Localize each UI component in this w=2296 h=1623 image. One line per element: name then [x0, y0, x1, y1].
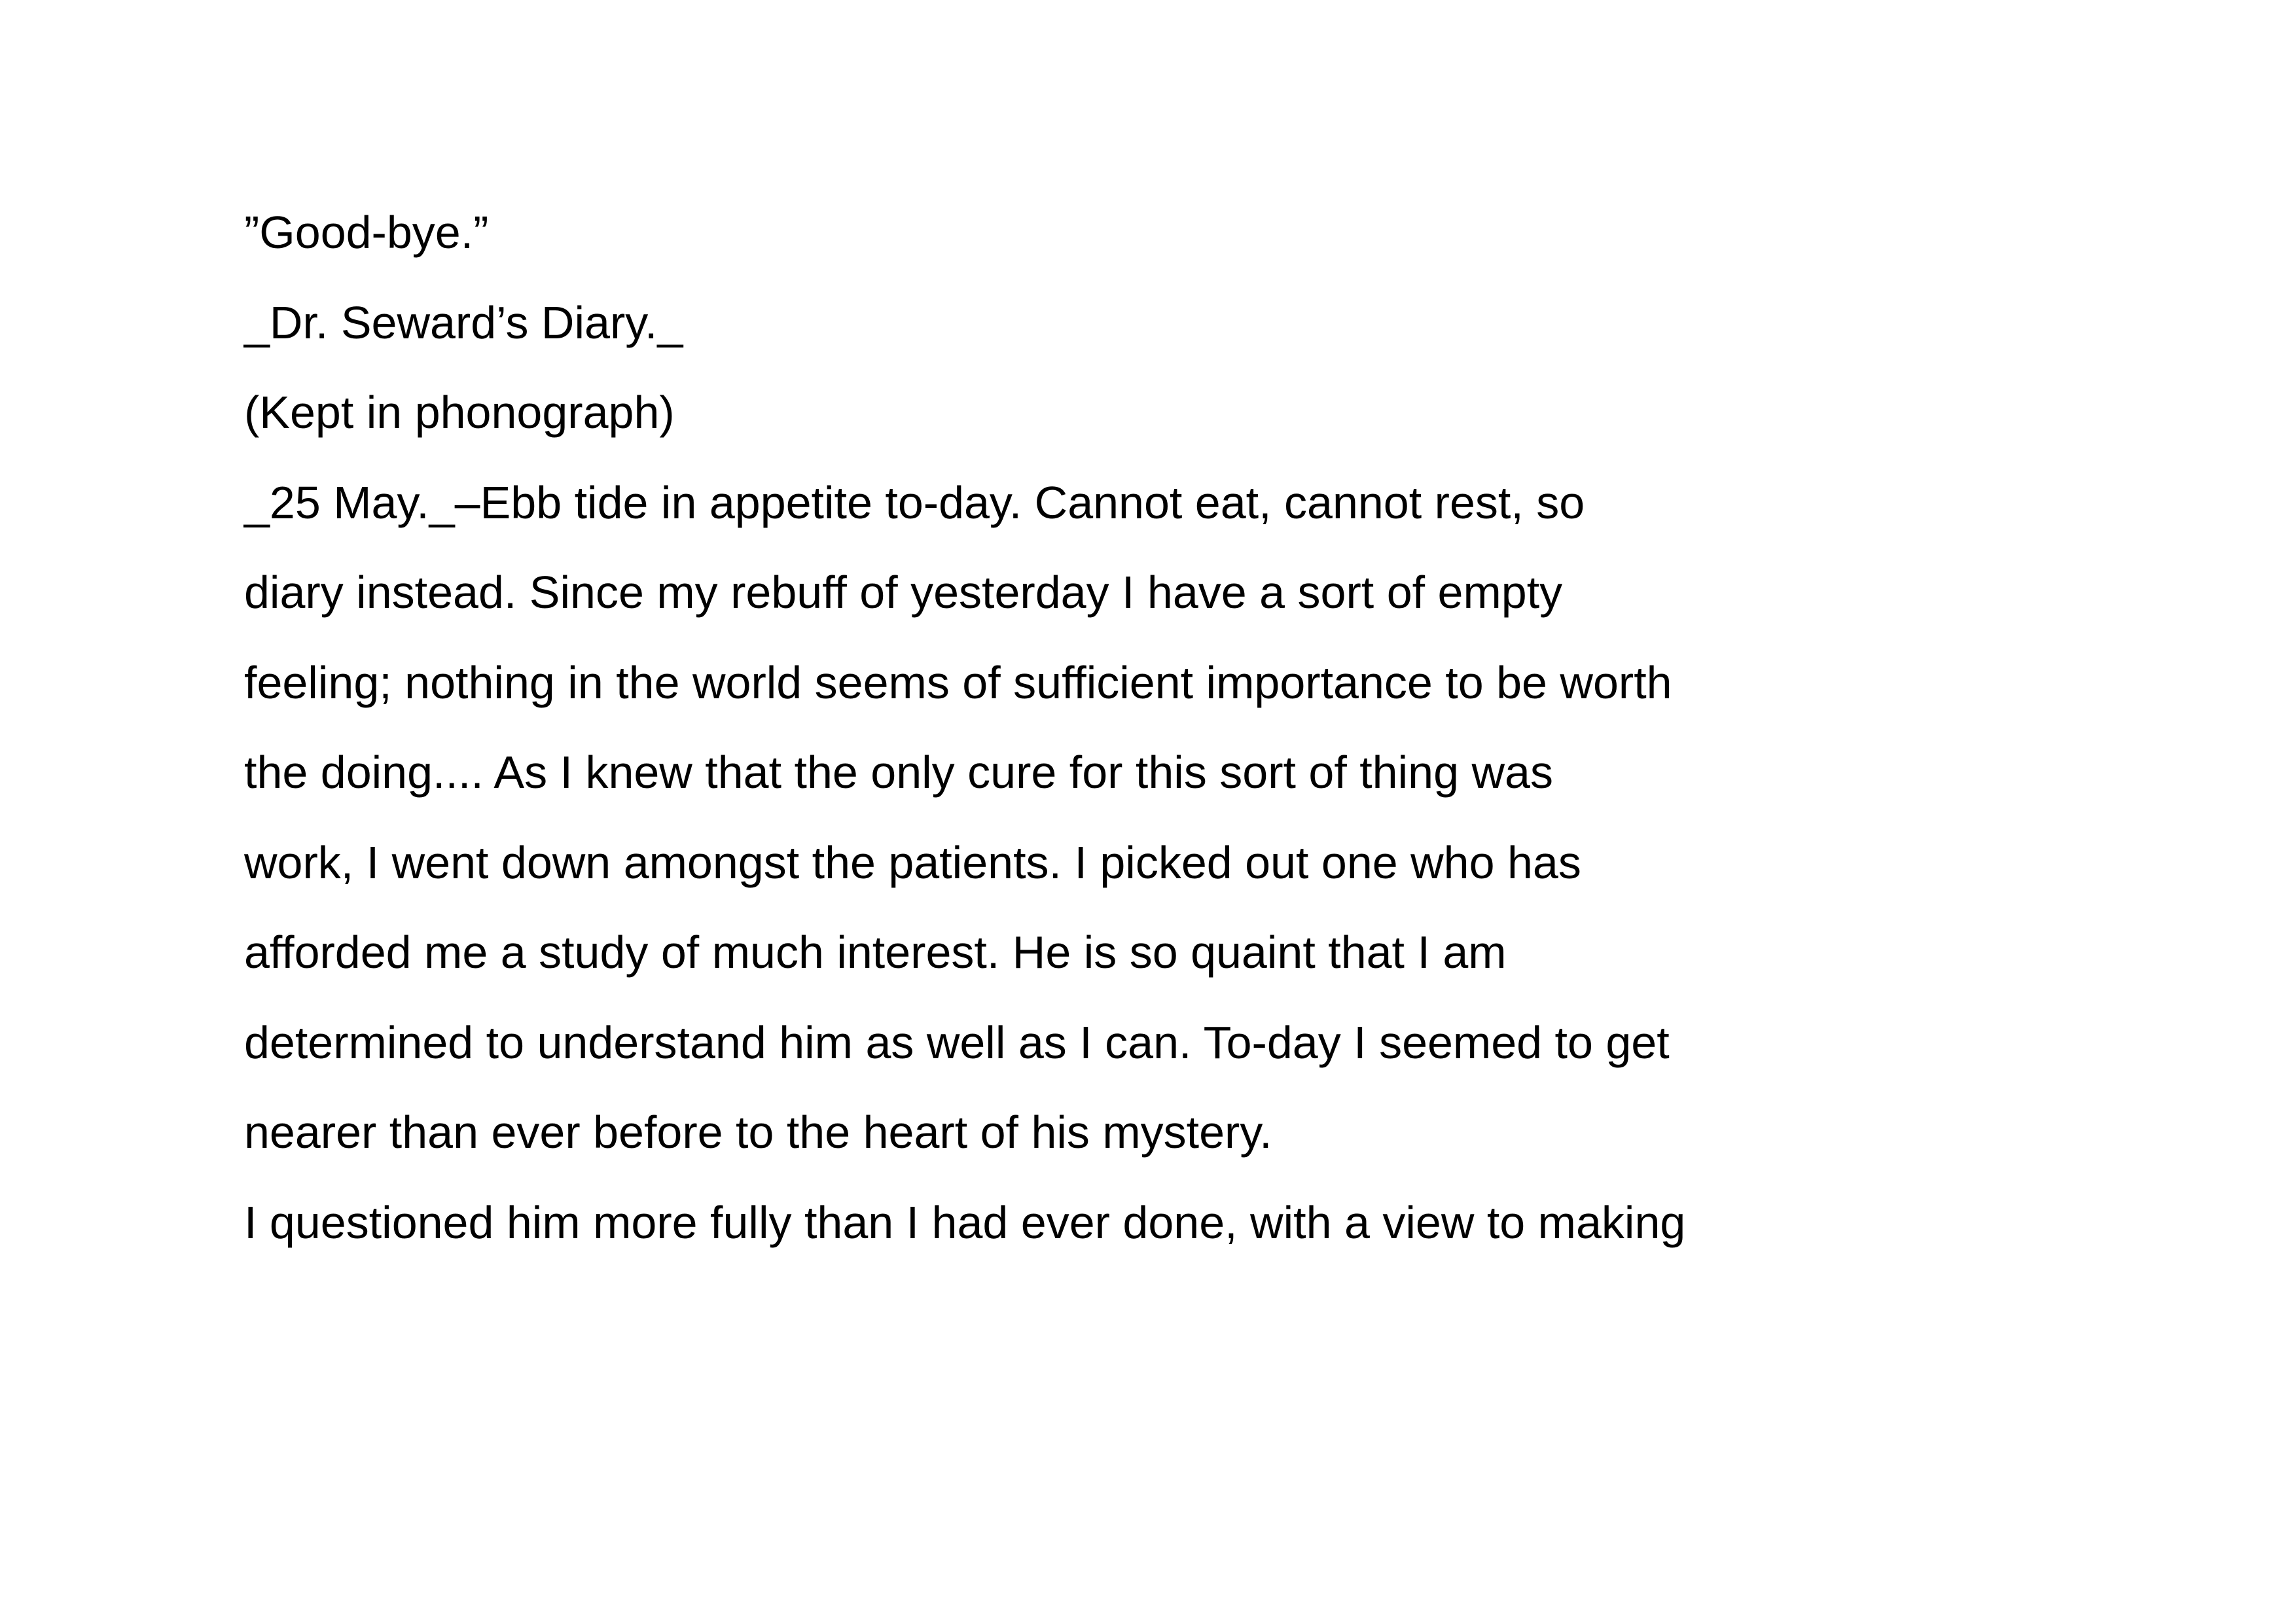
text-line-8: work, I went down amongst the patients. I picked out one who has — [244, 836, 1581, 888]
text-line-9: afforded me a study of much interest. He is so quaint that I am — [244, 927, 1507, 978]
text-line-12: I questioned him more fully than I had ever done, with a view to making — [244, 1196, 1686, 1248]
text-line-5: diary instead. Since my rebuff of yesterday I have a sort of empty — [244, 567, 1563, 618]
text-line-10: determined to understand him as well as I can. To-day I seemed to get — [244, 1016, 1670, 1068]
text-line-7: the doing.... As I knew that the only cure for this sort of thing was — [244, 747, 1553, 798]
text-line-3: (Kept in phonograph) — [244, 387, 675, 438]
text-line-6: feeling; nothing in the world seems of sufficient importance to be worth — [244, 656, 1672, 708]
text-line-4: _25 May._–Ebb tide in appetite to-day. Cannot eat, cannot rest, so — [244, 476, 1585, 528]
text-line-2: _Dr. Seward’s Diary._ — [244, 296, 683, 348]
document-body — [244, 188, 2142, 1268]
text-line-11: nearer than ever before to the heart of his mystery. — [244, 1107, 1272, 1158]
text-line-1: ”Good-bye.” — [244, 207, 489, 258]
